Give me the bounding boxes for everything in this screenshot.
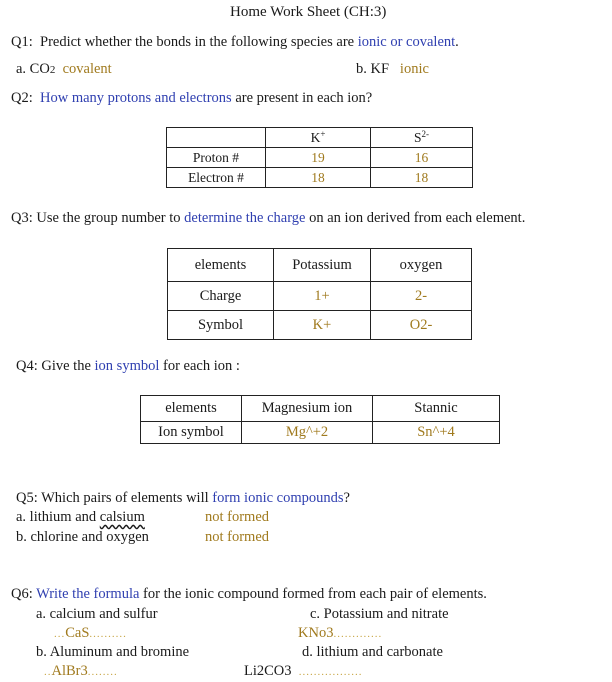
answer-dots: .. bbox=[44, 666, 52, 678]
q3-row-label: Charge bbox=[168, 282, 274, 311]
q1-text: Predict whether the bonds in the following species are bbox=[40, 34, 355, 50]
table-row bbox=[168, 282, 472, 311]
q1-b-label: b. KF bbox=[356, 61, 390, 77]
q3-cell: oxygen bbox=[371, 249, 472, 282]
answer-dots: .......... bbox=[89, 628, 127, 640]
q4-cell: Magnesium ion bbox=[242, 396, 373, 422]
q5-a-answer: not formed bbox=[205, 509, 270, 525]
q2-number: Q2: bbox=[11, 90, 33, 106]
q3-row-label: Symbol bbox=[168, 311, 274, 340]
q6-c-answer-line bbox=[298, 625, 382, 642]
q1-prompt bbox=[11, 34, 459, 51]
q5-end: ? bbox=[343, 490, 350, 506]
table-row bbox=[167, 168, 473, 188]
q6-a-answer-line bbox=[54, 625, 127, 642]
q6-highlight: Write the formula bbox=[36, 586, 140, 602]
q5-text: Q5: Which pairs of elements will bbox=[16, 490, 209, 506]
table-row bbox=[168, 311, 472, 340]
q4-cell: Stannic bbox=[373, 396, 500, 422]
answer-dots: ........ bbox=[87, 666, 118, 678]
table-row bbox=[141, 422, 500, 444]
q1-b-answer: ionic bbox=[399, 61, 429, 77]
q5-a-pre: a. lithium and bbox=[16, 509, 97, 525]
q5-b-answer: not formed bbox=[205, 529, 270, 545]
q2-text: are present in each ion? bbox=[235, 90, 373, 106]
q2-header-k: K+ bbox=[266, 128, 371, 148]
q6-a-answer: CaS bbox=[65, 625, 90, 641]
q2-cell: 19 bbox=[266, 148, 371, 168]
q5-a-word: calsium bbox=[99, 509, 145, 525]
q1-a bbox=[16, 61, 112, 78]
q3-number: Q3: bbox=[11, 210, 33, 226]
q2-table-corner bbox=[167, 128, 266, 148]
q5-prompt bbox=[16, 490, 350, 507]
table-row bbox=[167, 148, 473, 168]
q1-number: Q1: bbox=[11, 34, 33, 50]
q1-a-sub: 2 bbox=[49, 64, 56, 76]
q1-end: . bbox=[455, 34, 459, 50]
q2-cell: 18 bbox=[371, 168, 473, 188]
q4-row-label: Ion symbol bbox=[141, 422, 242, 444]
q6-d-answer: Li2CO3 bbox=[244, 663, 292, 679]
table-row bbox=[141, 396, 500, 422]
q6-b-label: b. Aluminum and bromine bbox=[36, 644, 190, 660]
q4-highlight: ion symbol bbox=[94, 358, 160, 374]
q6-c-answer: KNo3 bbox=[298, 625, 334, 641]
q3-cell: 2- bbox=[371, 282, 472, 311]
q1-a-label: a. CO bbox=[16, 61, 50, 77]
q3-highlight: determine the charge bbox=[184, 210, 306, 226]
q3-cell: O2- bbox=[371, 311, 472, 340]
q3-table bbox=[167, 248, 472, 340]
q2-prompt bbox=[11, 90, 372, 107]
q2-row-label: Electron # bbox=[167, 168, 266, 188]
q5-highlight: form ionic compounds bbox=[212, 490, 344, 506]
q3-end: on an ion derived from each element. bbox=[309, 210, 526, 226]
q6-text: for the ionic compound formed from each pair of elements. bbox=[143, 586, 487, 602]
q4-number: Q4: bbox=[16, 358, 38, 374]
q3-prompt bbox=[11, 210, 525, 227]
q3-cell: K+ bbox=[274, 311, 371, 340]
q4-cell: Sn^+4 bbox=[373, 422, 500, 444]
q4-end: for each ion : bbox=[163, 358, 240, 374]
q6-a-label: a. calcium and sulfur bbox=[36, 606, 158, 622]
page-title: Home Work Sheet (CH:3) bbox=[230, 4, 387, 20]
q2-header-s: $S^{2-}$ bbox=[371, 128, 473, 148]
q2-table-header-row bbox=[167, 128, 473, 148]
q4-prompt bbox=[16, 358, 240, 375]
q6-b-answer: AlBr3 bbox=[51, 663, 88, 679]
q4-table bbox=[140, 395, 500, 444]
q6-c-label: c. Potassium and nitrate bbox=[310, 606, 449, 622]
answer-dots: ................. bbox=[298, 666, 363, 678]
q5-a bbox=[16, 509, 145, 526]
q6-b-answer-line bbox=[44, 663, 118, 680]
q2-row-label: Proton # bbox=[167, 148, 266, 168]
q3-text: Use the group number to bbox=[36, 210, 181, 226]
q6-d-label: d. lithium and carbonate bbox=[302, 644, 443, 660]
q3-cell: 1+ bbox=[274, 282, 371, 311]
answer-dots: ............. bbox=[333, 628, 383, 640]
q6-number: Q6: bbox=[11, 586, 33, 602]
q2-cell: 16 bbox=[371, 148, 473, 168]
q3-row-label: elements bbox=[168, 249, 274, 282]
q1-b bbox=[356, 61, 429, 78]
q5-b-label: b. chlorine and oxygen bbox=[16, 529, 149, 545]
q1-highlight: ionic or covalent bbox=[357, 34, 456, 50]
q6-d-answer-line bbox=[244, 663, 363, 680]
q4-text: Give the bbox=[41, 358, 91, 374]
q2-table bbox=[166, 127, 473, 188]
table-row bbox=[168, 249, 472, 282]
q2-cell: 18 bbox=[266, 168, 371, 188]
q4-cell: Mg^+2 bbox=[242, 422, 373, 444]
q2-highlight: How many protons and electrons bbox=[40, 90, 232, 106]
answer-dots: ... bbox=[54, 628, 66, 640]
q4-row-label: elements bbox=[141, 396, 242, 422]
q1-a-answer: covalent bbox=[62, 61, 112, 77]
q6-prompt bbox=[11, 586, 487, 603]
q3-cell: Potassium bbox=[274, 249, 371, 282]
